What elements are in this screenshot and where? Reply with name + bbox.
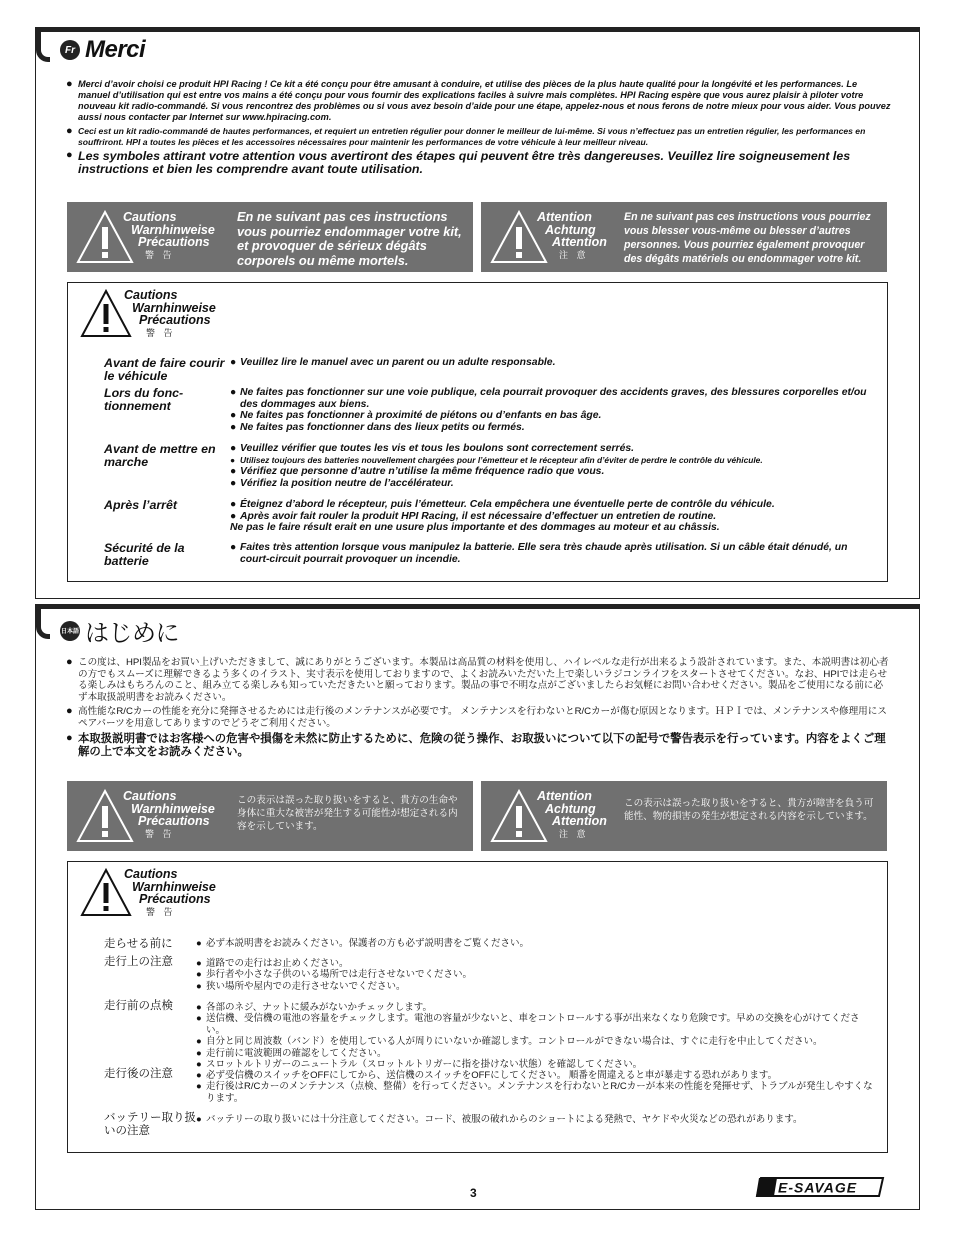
intro-text: [66, 657, 891, 762]
caution-items: [196, 956, 877, 992]
attention-label: Attention: [537, 210, 592, 224]
caution-item: Ne pas le faire résult erait en une usure plus importante et des dommages au moteur et au châssis.: [230, 522, 720, 534]
logo-text: E-SAVAGE: [778, 1179, 858, 1196]
caution-item: ● Utilisez toujours des batteries nouvellement chargées pour l’émetteur et le récepteur afin d’éviter de perdre le contrôle du véhicule.: [230, 454, 763, 465]
caution-item: ● Faites très attention lorsque vous manipulez la batterie. Elle sera très chaude après utilisation. Si un câble était dénudé, un court-circuit pourrait provoquer un incendie.: [230, 542, 848, 565]
caution-items: [230, 443, 877, 489]
warning-labels: [123, 211, 215, 261]
caution-items: [196, 938, 877, 951]
caution-item: ● 必ず受信機のスイッチをOFFにしてから、送信機のスイッチをOFFにしてください。 順番を間違えると車が暴走する恐れがあります。: [196, 1070, 778, 1081]
intro-paragraph: ● Merci d’avoir choisi ce produit HPI Racing ! Ce kit a été conçu pour être amusant à conduire, et utilise des pièces de la plus haute qualité pour la longévité et les performances. Le manuel d’utilisation qui est entre vos mains a été conçu pour vous fournir des explications faciles à suivre mais complètes. HPI Racing espère que vous aurez plaisir à piloter votre nouveau kit radio-commandé. Si vous rencontrez des problèmes ou si vous avez besoin d’aide pour une étape, appelez-nous et nous ferons de notre mieux pour vous aider. Vous pouvez aussi nous contacter par Internet sur www.hpiracing.com.: [66, 78, 891, 122]
cautions-labels: [124, 868, 216, 918]
section-hook-decoration: [36, 605, 50, 639]
attention-label: Achtung: [545, 801, 596, 816]
warning-box: [67, 202, 473, 272]
cautions-label: Précautions: [139, 313, 211, 327]
caution-label: 走行前の点検: [104, 1000, 173, 1012]
warning-box: [67, 781, 473, 851]
esavage-logo: [755, 1177, 885, 1197]
caution-row: [104, 443, 877, 489]
caution-items: [196, 1112, 877, 1138]
caution-row: [104, 499, 877, 534]
caution-item: ● 自分と同じ周波数（バンド）を使用している人が周りにいないか確認します。コントロールができない場合は、すぐに走行を中止してください。: [196, 1036, 823, 1048]
esavage-logo-icon: [755, 1177, 885, 1197]
intro-paragraph: ● Ceci est un kit radio-commandé de hautes performances, et requiert un entretien régulier pour donner le meilleur de lui-même. Si vous n’effectuez pas un entretien régulier, les performances en souffriront. HPI a toutes les pièces et les accessoires nécessaires pour maintenir les performances de votre véhicule à leur meilleur niveau.: [66, 125, 866, 147]
section-header-bar: [36, 28, 919, 32]
caution-item: ● 狭い場所や屋内での走行させないでください。: [196, 980, 406, 992]
caution-item: ● Ne faites pas fonctionner dans des lieux petits ou fermés.: [230, 421, 525, 433]
attention-text: この表示は誤った取り扱いをすると、貴方が障害を負う可能性、物的損害の発生が想定される内容を示しています。: [624, 798, 874, 823]
warning-label: 警 告: [145, 249, 175, 260]
section-hook-decoration: [36, 28, 50, 62]
caution-label: バッテリー取り扱いの注意: [104, 1112, 196, 1137]
warning-label: Warnhinweise: [131, 801, 215, 816]
cautions-label: Cautions: [124, 288, 178, 302]
warning-labels: [123, 790, 215, 840]
attention-text: En ne suivant pas ces instructions vous pourriez vous blesser vous-même ou blesser d’autres personnes. Vous pourriez également provoquer des dégâts matériels ou endommager votre kit.: [624, 211, 871, 265]
attention-label: Attention: [537, 789, 592, 803]
caution-row: [104, 1112, 877, 1138]
cautions-label: 警 告: [146, 906, 176, 917]
caution-row: [104, 357, 877, 382]
caution-item: ● Veuillez lire le manuel avec un parent ou un adulte responsable.: [230, 357, 556, 368]
cautions-box: [67, 861, 888, 1153]
cautions-label: Warnhinweise: [132, 300, 216, 315]
attention-label: Attention: [552, 235, 607, 249]
caution-label: Avant de mettre en marche: [104, 442, 216, 469]
intro-paragraph: ● 高性能なR/Cカーの性能を充分に発揮させるためには走行後のメンテナンスが必要です。 メンテナンスを行わないとR/Cカーが傷む原因となります。ＨＰＩでは、メンテナンスや修理用にスペアパーツを用意してありますのでどうぞご利用ください。: [66, 705, 887, 729]
warning-text: En ne suivant pas ces instructions vous pourriez endommager votre kit, et provoquer de sérieux dégâts corporels ou même mortels.: [237, 209, 462, 268]
intro-text: [66, 79, 891, 179]
caution-item: ● 必ず本説明書をお読みください。保護者の方も必ず説明書をご覧ください。: [196, 938, 530, 949]
caution-item: ● Vérifiez que personne d’autre n’utilise la même fréquence radio que vous.: [230, 466, 605, 478]
warning-label: Cautions: [123, 789, 177, 803]
page-title: はじめに: [85, 620, 179, 647]
section-title: [60, 36, 145, 64]
caution-label: 走行上の注意: [104, 956, 173, 968]
caution-item: ● 走行前に電波範囲の確認をしてください。: [196, 1047, 387, 1059]
caution-row: [104, 387, 877, 433]
caution-row: [104, 956, 877, 992]
caution-items: [230, 357, 877, 382]
warning-label: 警 告: [145, 828, 175, 839]
symbols-note: ● 本取扱説明書ではお客様への危害や損傷を未然に防止するために、危険の従う操作、お取扱いについて以下の記号で警告表示を行っています。内容をよくご理解の上で本文をお読みください。: [66, 731, 886, 758]
attention-labels: [537, 790, 607, 840]
caution-label: Lors du fonc-tionnement: [104, 386, 184, 413]
attention-label: Achtung: [545, 222, 596, 237]
symbols-note: ● Les symboles attirant votre attention vous avertiront des étapes qui peuvent être très dangereuses. Veuillez lire soigneusement les instructions et bien les comprendre avant toute utilisation.: [66, 149, 851, 176]
caution-row: [104, 1000, 877, 1070]
attention-labels: [537, 211, 607, 261]
caution-row: [104, 1068, 877, 1104]
caution-items: [196, 1000, 877, 1070]
cautions-label: 警 告: [146, 327, 176, 338]
caution-label: Avant de faire courir le véhicule: [104, 356, 225, 383]
caution-item: ● 走行後はR/Cカーのメンテナンス（点検、整備）を行ってください。メンテナンスを行わないとR/Cカーが本来の性能を発揮せず、トラブルが発生しやすくなります。: [196, 1081, 873, 1104]
section-japanese: [35, 604, 920, 1210]
japanese-flag-icon: 日本語: [60, 621, 80, 641]
caution-item: ● 歩行者や小さな子供のいる場所では走行させないでください。: [196, 969, 473, 981]
cautions-label: Cautions: [124, 867, 178, 881]
caution-label: 走行後の注意: [104, 1068, 173, 1080]
attention-label: 注 意: [559, 249, 589, 260]
page-title: Merci: [85, 36, 146, 63]
caution-item: ● 送信機、受信機の電池の容量をチェックします。電池の容量が少ないと、車をコントロールする事が出来なくなり危険です。早めの交換を心がけてください。: [196, 1013, 860, 1036]
cautions-label: Précautions: [139, 892, 211, 906]
section-title: [60, 613, 179, 648]
caution-item: ● Vérifiez la position neutre de l’accélérateur.: [230, 477, 454, 489]
caution-item: ● 道路での走行はお止めください。: [196, 958, 349, 969]
page-number: 3: [470, 1186, 477, 1200]
warning-text: この表示は誤った取り扱いをすると、貴方の生命や身体に重大な被害が発生する可能性が想定される内容を示しています。: [237, 795, 458, 833]
french-flag-icon: Fr: [60, 40, 80, 60]
attention-box: [481, 781, 887, 851]
intro-paragraph: ● この度は、HPI製品をお買い上げいただきまして、誠にありがとうございます。本製品は高品質の材料を使用し、ハイレベルな走行が出来るよう設計されています。また、本説明書は初心者の方でもスムーズに理解できるよう多くのイラスト、実寸表示を使用しておりますので、よくお読みいただいた上で楽しいラジコンライフをスタートさせてください。なお、HPIでは走らせる楽しみはもちろんのこと、組み立てる楽しみも知っていただきたいと願っております。製品の事で不明な点がございましたらお気軽にお問い合わせください。製品をご使用になる前に必ず本取扱説明書をお読みください。: [66, 656, 889, 703]
caution-item: ● Après avoir fait rouler la produit HPI Racing, il est nécessaire d’effectuer un entretien de routine.: [230, 510, 717, 522]
caution-label: Après l’arrêt: [104, 498, 178, 512]
caution-item: ● バッテリーの取り扱いには十分注意してください。コード、被服の破れからのショートによる発熱で、ヤケドや火災などの恐れがあります。: [196, 1114, 803, 1125]
warning-label: Précautions: [138, 814, 210, 828]
cautions-box: [67, 282, 888, 582]
caution-items: [230, 499, 877, 534]
caution-item: ● Veuillez vérifier que toutes les vis et tous les boulons sont correctement serrés.: [230, 443, 635, 454]
caution-item: ● スロットルトリガーのニュートラル（スロットルトリガーに指を掛けない状態）を確認してください。: [196, 1059, 643, 1071]
caution-item: ● Éteignez d’abord le récepteur, puis l’émetteur. Cela empêchera une éventuelle perte de contrôle du véhicule.: [230, 499, 775, 510]
caution-item: ● 各部のネジ、ナットに緩みがないかチェックします。: [196, 1002, 433, 1013]
section-header-bar: [36, 605, 919, 609]
caution-items: [230, 542, 877, 567]
section-french: [35, 27, 920, 599]
attention-label: 注 意: [559, 828, 589, 839]
caution-label: 走らせる前に: [104, 938, 173, 950]
caution-row: [104, 542, 877, 567]
cautions-label: Warnhinweise: [132, 879, 216, 894]
caution-items: [196, 1068, 877, 1104]
caution-item: ● Ne faites pas fonctionner sur une voie publique, cela pourrait provoquer des accidents graves, des blessures corporelles et/ou des dommages aux biens.: [230, 387, 867, 410]
caution-items: [230, 387, 877, 433]
warning-label: Cautions: [123, 210, 177, 224]
attention-label: Attention: [552, 814, 607, 828]
caution-item: ● Ne faites pas fonctionner à proximité de piétons ou d’enfants en bas âge.: [230, 410, 602, 422]
warning-label: Précautions: [138, 235, 210, 249]
caution-label: Sécurité de la batterie: [104, 541, 185, 568]
cautions-labels: [124, 289, 216, 339]
warning-label: Warnhinweise: [131, 222, 215, 237]
attention-box: [481, 202, 887, 272]
caution-row: [104, 938, 877, 951]
